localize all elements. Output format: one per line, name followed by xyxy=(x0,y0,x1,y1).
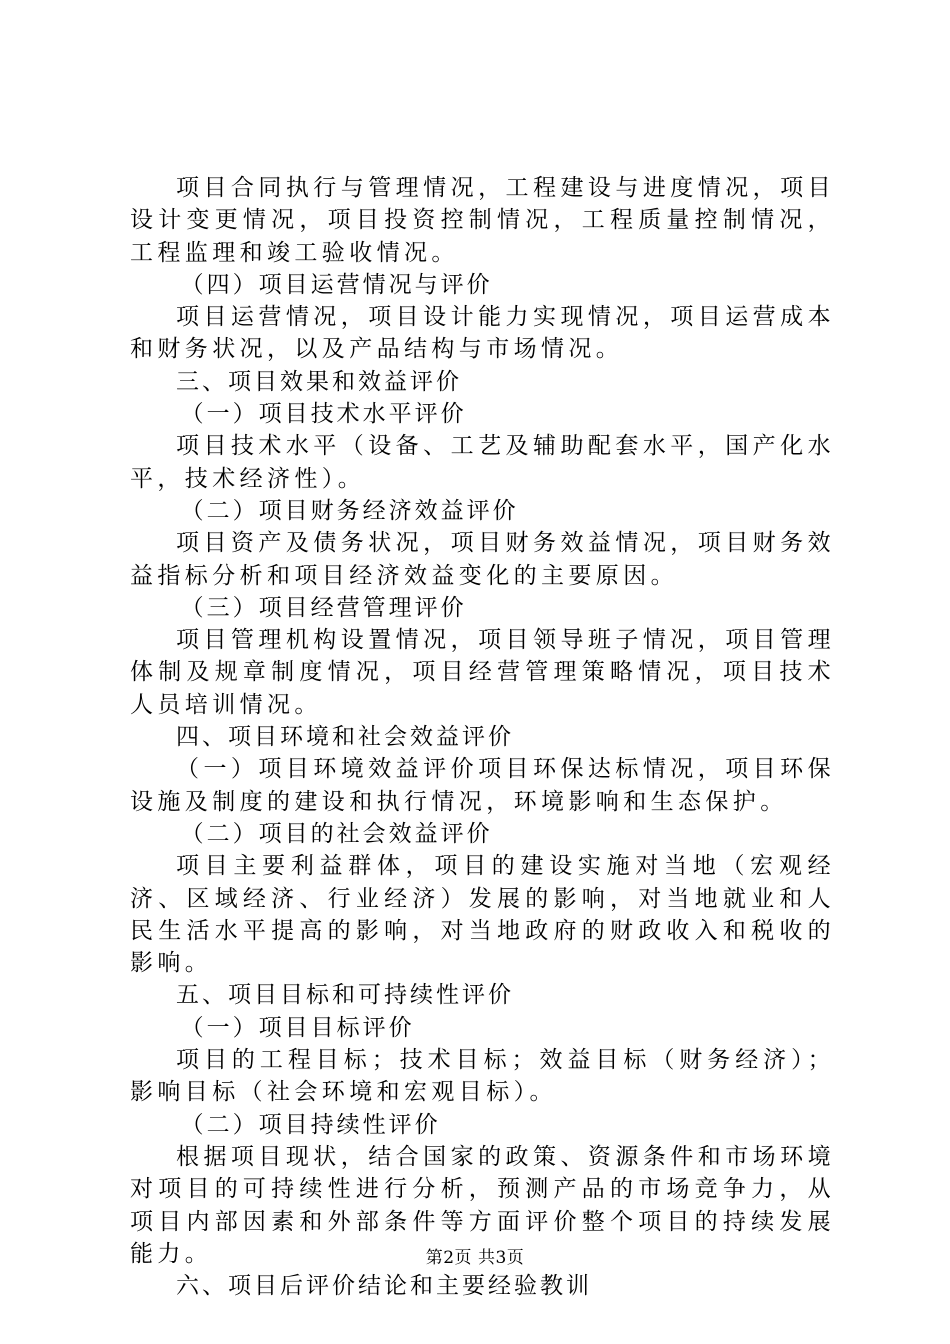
body-paragraph: 项目技术水平（设备、工艺及辅助配套水平，国产化水平，技术经济性）。 xyxy=(130,433,835,492)
subsection-heading: （一）项目目标评价 xyxy=(180,1014,415,1041)
section-heading: 四、项目环境和社会效益评价 xyxy=(176,724,514,751)
subsection-heading: （一）项目技术水平评价 xyxy=(180,401,467,428)
section-heading: 六、项目后评价结论和主要经验教训 xyxy=(176,1273,592,1300)
body-paragraph: 项目运营情况，项目设计能力实现情况，项目运营成本和财务状况，以及产品结构与市场情况。 xyxy=(130,304,835,363)
body-paragraph: 项目资产及债务状况，项目财务效益情况，项目财务效益指标分析和项目经济效益变化的主要原因。 xyxy=(130,530,835,589)
page-footer xyxy=(0,1243,950,1268)
page-number-label: 第2页 共3页 xyxy=(425,1248,525,1268)
body-paragraph: （一）项目环境效益评价项目环保达标情况，项目环保设施及制度的建设和执行情况，环境影响和生态保护。 xyxy=(130,756,835,815)
body-paragraph: 项目合同执行与管理情况，工程建设与进度情况，项目设计变更情况，项目投资控制情况，工程质量控制情况，工程监理和竣工验收情况。 xyxy=(130,175,835,266)
subsection-heading: （二）项目财务经济效益评价 xyxy=(180,497,519,524)
subsection-heading: （二）项目持续性评价 xyxy=(180,1111,441,1138)
subsection-heading: （三）项目经营管理评价 xyxy=(180,594,467,621)
subsection-heading: （二）项目的社会效益评价 xyxy=(180,820,493,847)
section-heading: 三、项目效果和效益评价 xyxy=(176,368,462,395)
body-paragraph: 项目的工程目标；技术目标；效益目标（财务经济）；影响目标（社会环境和宏观目标）。 xyxy=(130,1047,835,1106)
body-paragraph: 根据项目现状，结合国家的政策、资源条件和市场环境对项目的可持续性进行分析，预测产品的市场竞争力，从项目内部因素和外部条件等方面评价整个项目的持续发展能力。 xyxy=(130,1143,835,1267)
subsection-heading: （四）项目运营情况与评价 xyxy=(180,271,493,298)
section-heading: 五、项目目标和可持续性评价 xyxy=(176,982,514,1009)
document-body xyxy=(130,172,835,1302)
body-paragraph: 项目主要利益群体，项目的建设实施对当地（宏观经济、区域经济、行业经济）发展的影响，对当地就业和人民生活水平提高的影响，对当地政府的财政收入和税收的影响。 xyxy=(130,853,835,977)
body-paragraph: 项目管理机构设置情况，项目领导班子情况，项目管理体制及规章制度情况，项目经营管理策略情况，项目技术人员培训情况。 xyxy=(130,627,835,718)
